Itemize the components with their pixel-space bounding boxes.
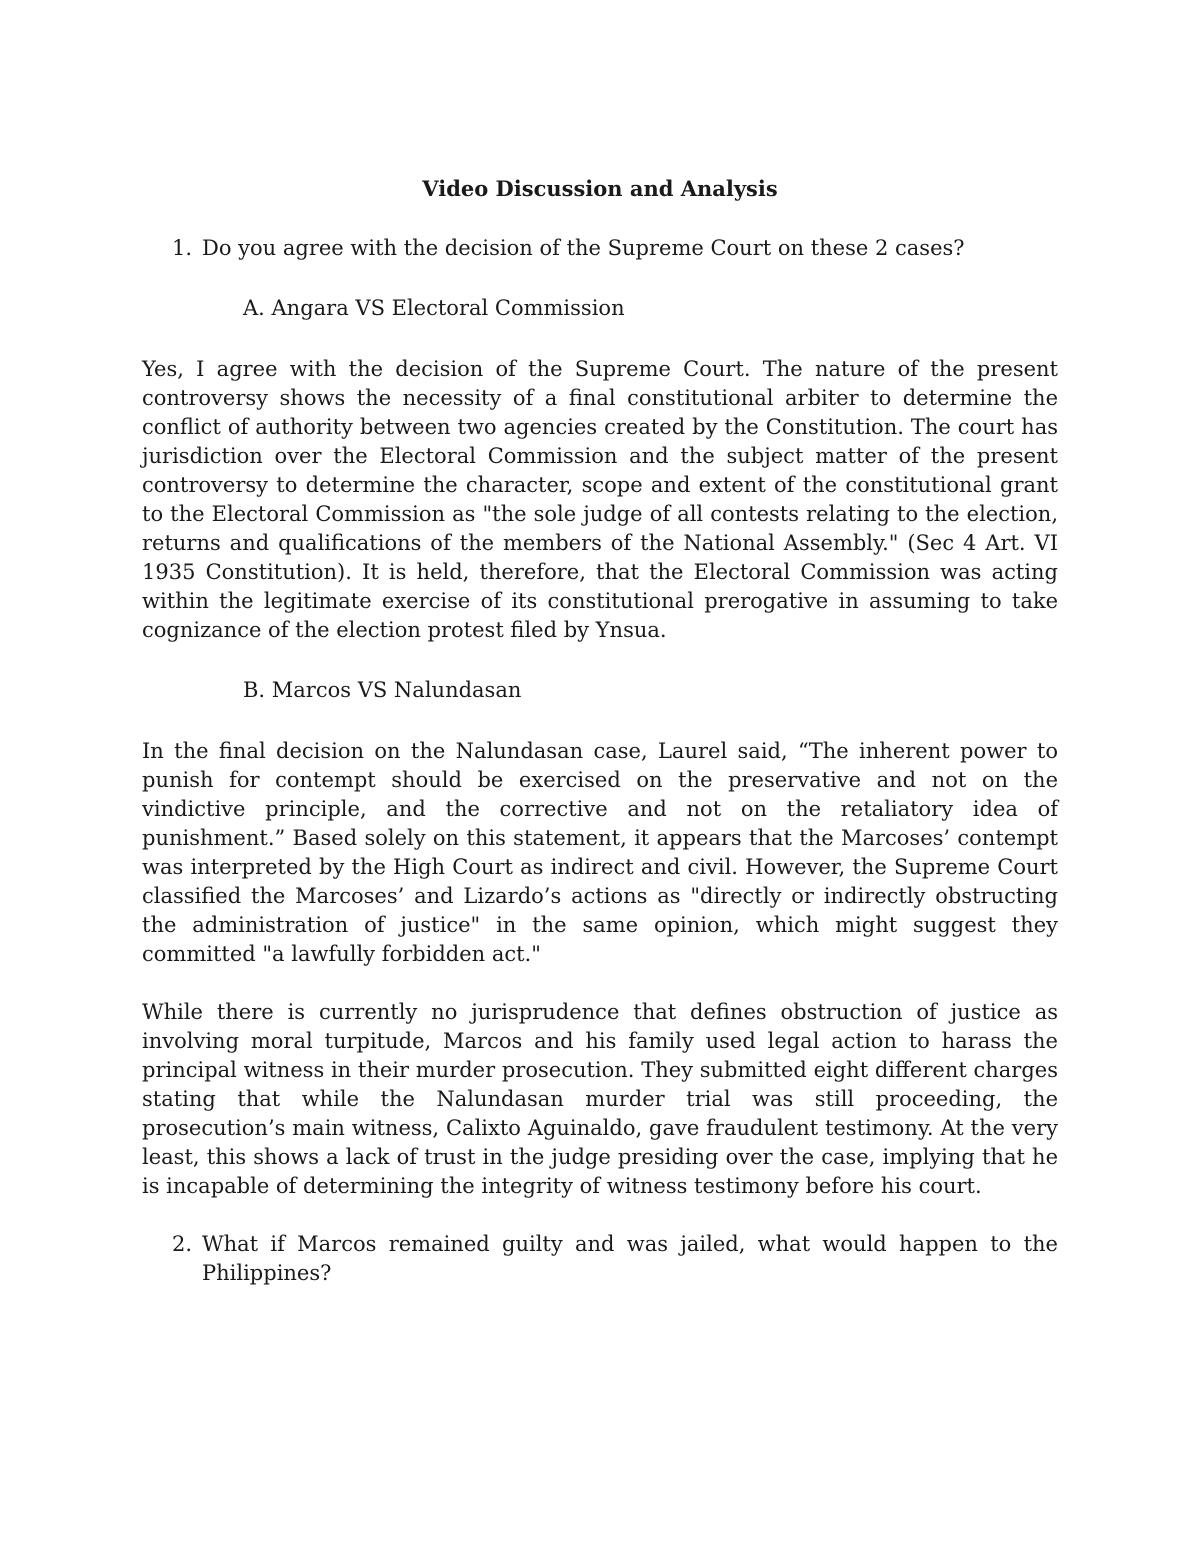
case-a-heading: A. Angara VS Electoral Commission	[243, 296, 625, 320]
case-a-paragraph: Yes, I agree with the decision of the Supreme Court. The nature of the present controversy shows the necessity of a final constitutional arbiter to determine the conflict of authority between two agencies created by the Constitution. The court has jurisdiction over the Electoral Commission and the subject matter of the present controversy to determine the character, scope and extent of the constitutional grant to the Electoral Commission as "the sole judge of all contests relating to the election, returns and qualifications of the members of the National Assembly." (Sec 4 Art. VI 1935 Constitution). It is held, therefore, that the Electoral Commission was acting within the legitimate exercise of its constitutional prerogative in assuming to take cognizance of the election protest filed by Ynsua.	[142, 357, 1058, 642]
question-1-text: Do you agree with the decision of the Supreme Court on these 2 cases?	[202, 236, 965, 260]
question-1-number: 1.	[172, 236, 193, 260]
document-body	[142, 174, 1058, 1288]
case-b-paragraph-2: While there is currently no jurisprudence that defines obstruction of justice as involving moral turpitude, Marcos and his family used legal action to harass the principal witness in their murder prosecution. They submitted eight different charges stating that while the Nalundasan murder trial was still proceeding, the prosecution’s main witness, Calixto Aguinaldo, gave fraudulent testimony. At the very least, this shows a lack of trust in the judge presiding over the case, implying that he is incapable of determining the integrity of witness testimony before his court.	[142, 1000, 1058, 1198]
case-b-paragraph-1: In the final decision on the Nalundasan case, Laurel said, “The inherent power to punish for contempt should be exercised on the preservative and not on the vindictive principle, and the corrective and not on the retaliatory idea of punishment.” Based solely on this statement, it appears that the Marcoses’ contempt was interpreted by the High Court as indirect and civil. However, the Supreme Court classified the Marcoses’ and Lizardo’s actions as "directly or indirectly obstructing the administration of justice" in the same opinion, which might suggest they committed "a lawfully forbidden act."	[142, 739, 1058, 966]
question-2-number: 2.	[172, 1232, 193, 1256]
question-1	[142, 234, 1058, 263]
question-2-text: What if Marcos remained guilty and was jailed, what would happen to the Philippines?	[202, 1232, 1058, 1285]
question-2	[142, 1230, 1058, 1288]
case-b-heading: B. Marcos VS Nalundasan	[243, 678, 522, 702]
document-title: Video Discussion and Analysis	[422, 176, 778, 201]
